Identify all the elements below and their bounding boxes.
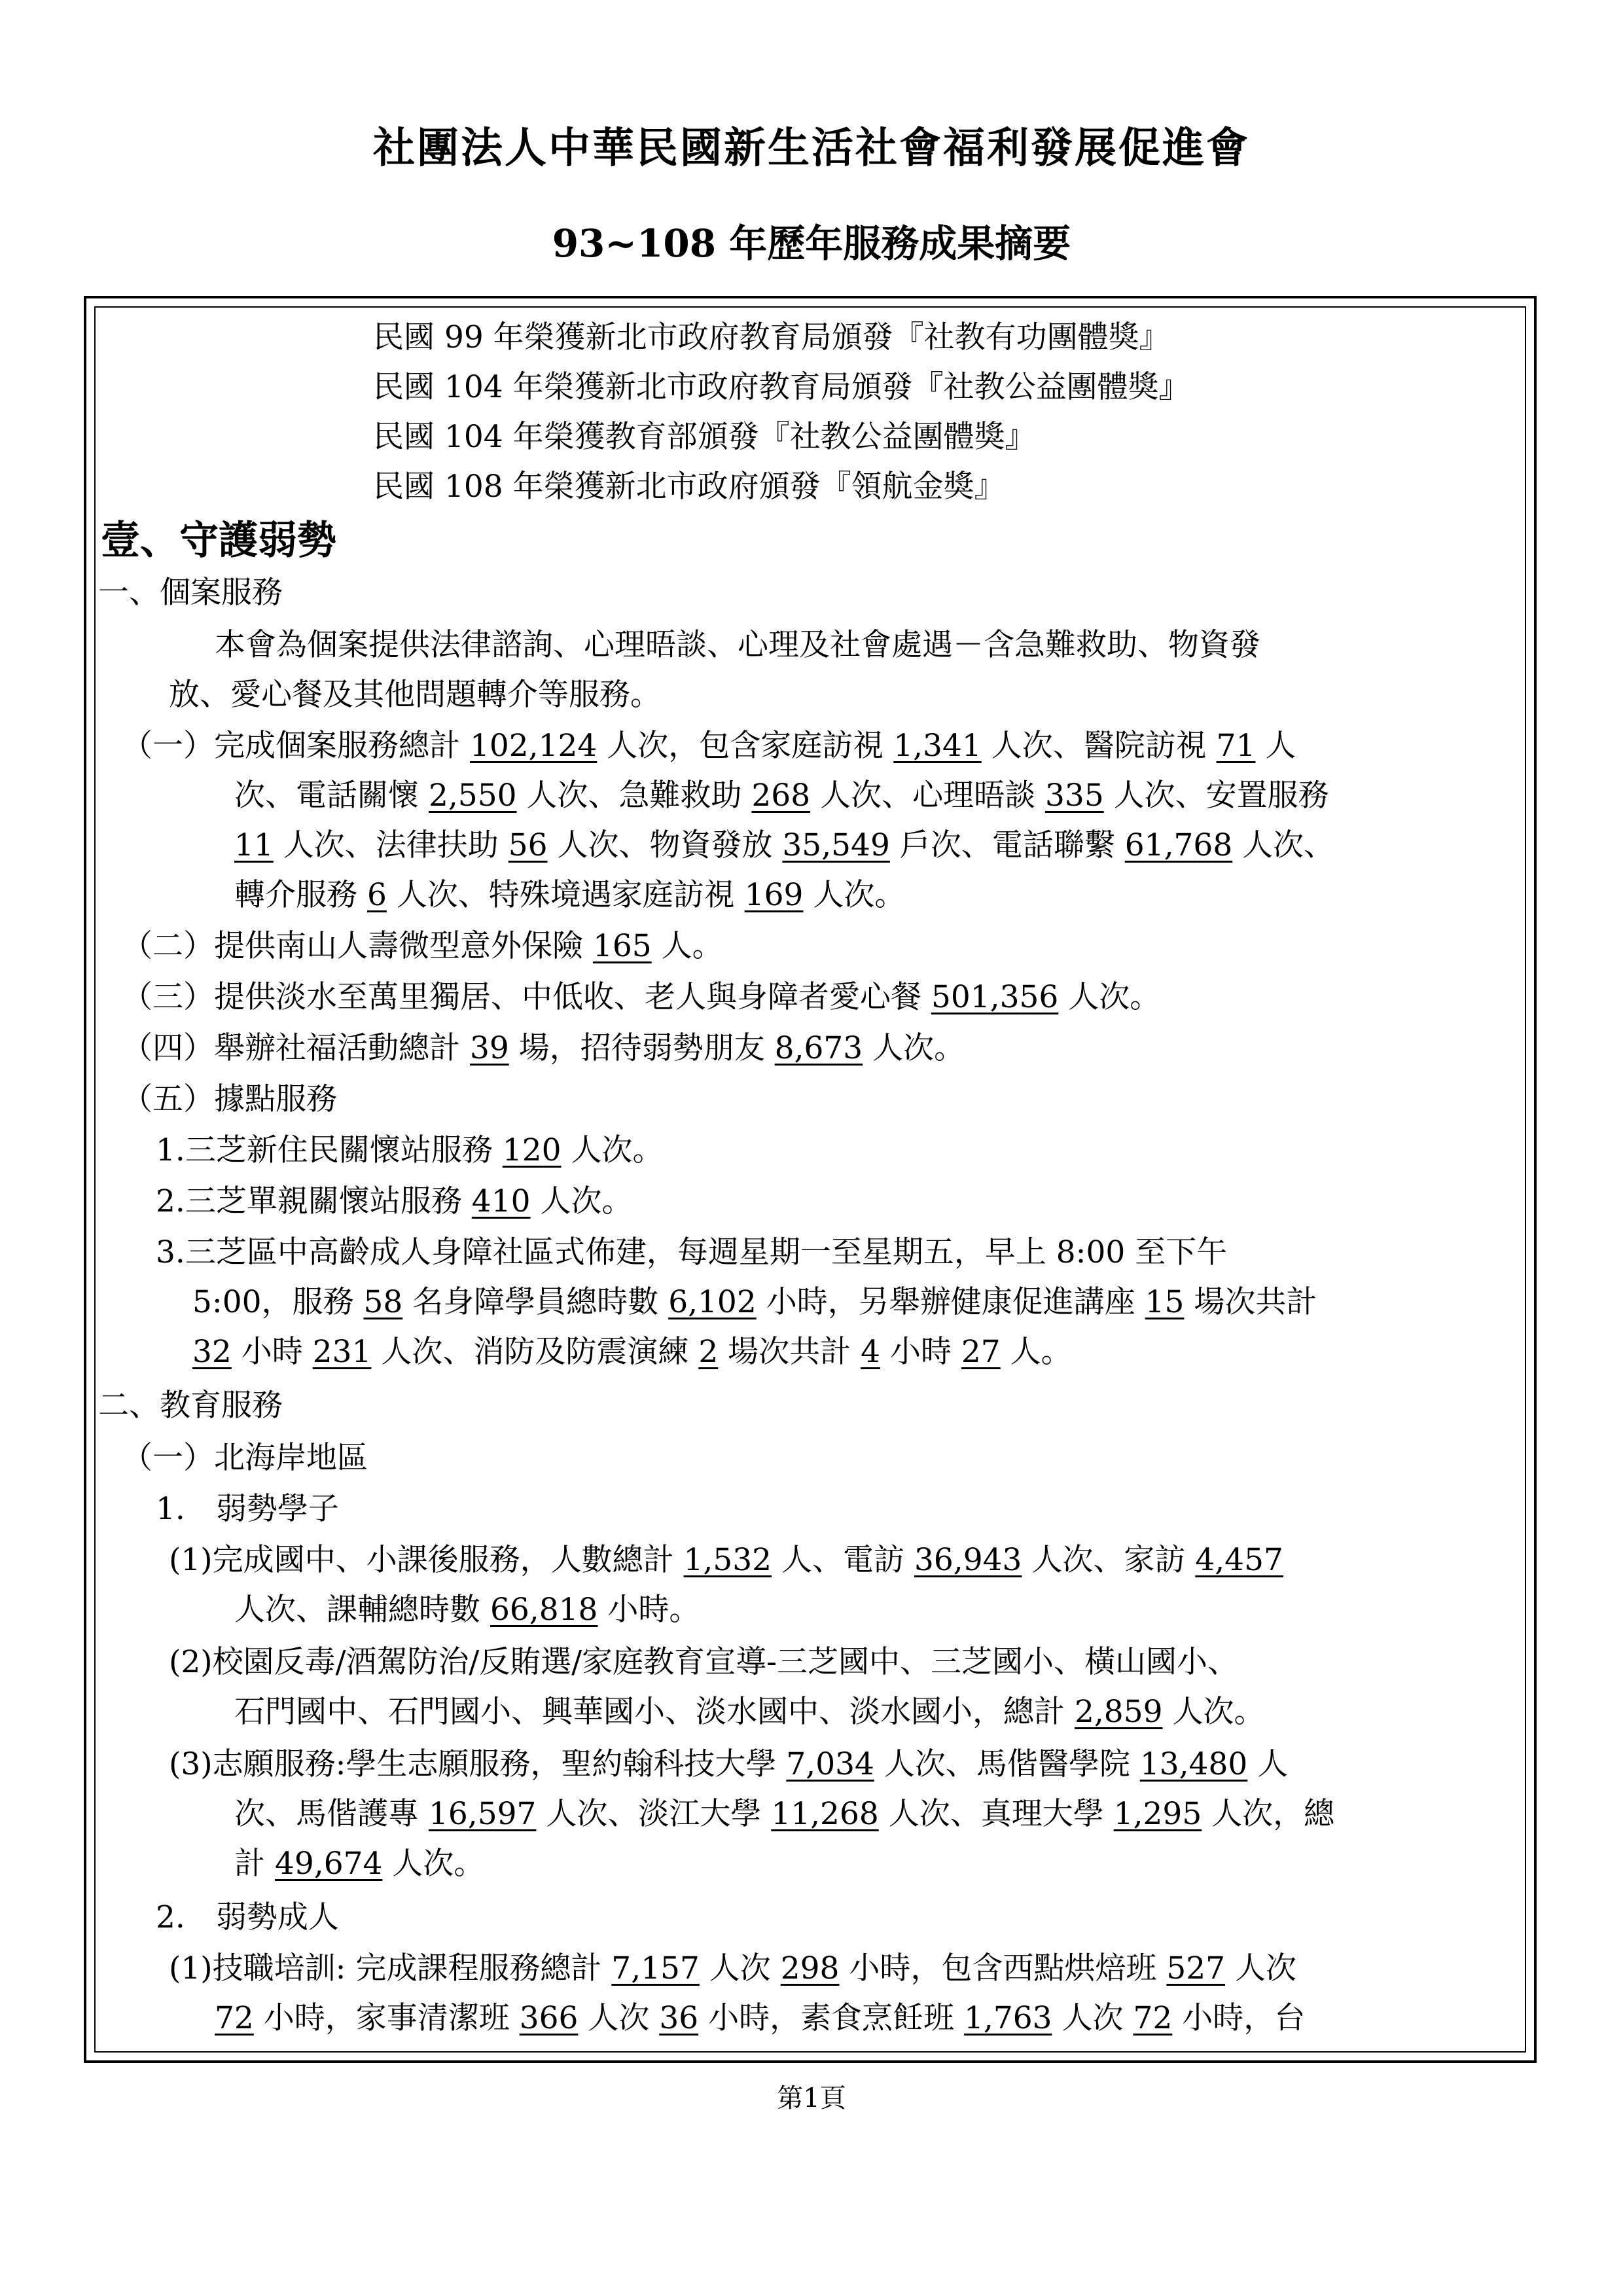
list-item: （三）提供淡水至萬里獨居、中低收、老人與身障者愛心餐 501,356 人次。: [122, 979, 1161, 1015]
paragraph-line: 放、愛心餐及其他問題轉介等服務。: [169, 677, 661, 713]
sub-list-item: 2.三芝單親關懷站服務 410 人次。: [156, 1183, 633, 1219]
list-item: （一）完成個案服務總計 102,124 人次，包含家庭訪視 1,341 人次、醫院訪視 71 人: [122, 728, 1296, 764]
document-title: 社團法人中華民國新生活社會福利發展促進會: [373, 124, 1250, 173]
sub-sub-item: (2)校園反毒/酒駕防治/反賄選/家庭教育宣導-三芝國中、三芝國小、橫山國小、: [169, 1644, 1238, 1680]
sub-sub-item: (3)志願服務:學生志願服務，聖約翰科技大學 7,034 人次、馬偕醫學院 13,480 人: [169, 1746, 1289, 1782]
sub-sub-item-continuation: 72 小時，家事清潔班 366 人次 36 小時，素食烹飪班 1,763 人次 72 小時，台: [215, 2000, 1306, 2036]
sub-sub-item-continuation: 石門國中、石門國小、興華國小、淡水國中、淡水國小，總計 2,859 人次。: [234, 1694, 1265, 1730]
document-body: [98, 308, 1525, 2049]
document-subtitle: 93~108 年歷年服務成果摘要: [552, 221, 1071, 266]
sub-list-item-continuation: 32 小時 231 人次、消防及防震演練 2 場次共計 4 小時 27 人。: [192, 1334, 1072, 1370]
sub-list-item-continuation: 5:00，服務 58 名身障學員總時數 6,102 小時，另舉辦健康促進講座 15 場次共計: [192, 1284, 1317, 1320]
sub-sub-item: (1)技職培訓: 完成課程服務總計 7,157 人次 298 小時，包含西點烘焙班 527 人次: [169, 1950, 1297, 1986]
sub-sub-item-continuation: 人次、課輔總時數 66,818 小時。: [234, 1592, 700, 1628]
sub-list-item: 2. 弱勢成人: [156, 1899, 339, 1935]
page-number: 第1頁: [777, 2083, 846, 2113]
list-item-continuation: 次、電話關懷 2,550 人次、急難救助 268 人次、心理晤談 335 人次、安置服務: [234, 778, 1329, 814]
list-item-continuation: 轉介服務 6 人次、特殊境遇家庭訪視 169 人次。: [234, 877, 906, 913]
section-heading: 壹、守護弱勢: [101, 518, 336, 564]
award-line: 民國 104 年榮獲新北市政府教育局頒發『社教公益團體獎』: [373, 369, 1190, 405]
sub-sub-item-continuation: 次、馬偕護專 16,597 人次、淡江大學 11,268 人次、真理大學 1,295 人次，總: [234, 1796, 1335, 1832]
list-item: （一）北海岸地區: [122, 1440, 368, 1476]
list-item: （四）舉辦社福活動總計 39 場，招待弱勢朋友 8,673 人次。: [122, 1030, 965, 1066]
list-item: （五）據點服務: [122, 1081, 337, 1117]
paragraph-line: 本會為個案提供法律諮詢、心理晤談、心理及社會處遇－含急難救助、物資發: [215, 627, 1260, 663]
award-line: 民國 108 年榮獲新北市政府頒發『領航金獎』: [373, 469, 1005, 505]
sub-list-item: 1.三芝新住民關懷站服務 120 人次。: [156, 1132, 664, 1168]
sub-list-item: 1. 弱勢學子: [156, 1491, 339, 1527]
sub-sub-item: (1)完成國中、小課後服務，人數總計 1,532 人、電訪 36,943 人次、家訪 4,457: [169, 1542, 1283, 1578]
award-line: 民國 104 年榮獲教育部頒發『社教公益團體獎』: [373, 419, 1036, 455]
sub-sub-item-continuation: 計 49,674 人次。: [234, 1846, 485, 1882]
subsection-heading: 一、個案服務: [98, 575, 283, 611]
sub-list-item: 3.三芝區中高齡成人身障社區式佈建，每週星期一至星期五，早上 8:00 至下午: [156, 1234, 1228, 1270]
list-item-continuation: 11 人次、法律扶助 56 人次、物資發放 35,549 戶次、電話聯繫 61,768 人次、: [234, 827, 1335, 863]
subsection-heading: 二、教育服務: [98, 1388, 283, 1424]
list-item: （二）提供南山人壽微型意外保險 165 人。: [122, 928, 723, 964]
award-line: 民國 99 年榮獲新北市政府教育局頒發『社教有功團體獎』: [373, 319, 1170, 355]
